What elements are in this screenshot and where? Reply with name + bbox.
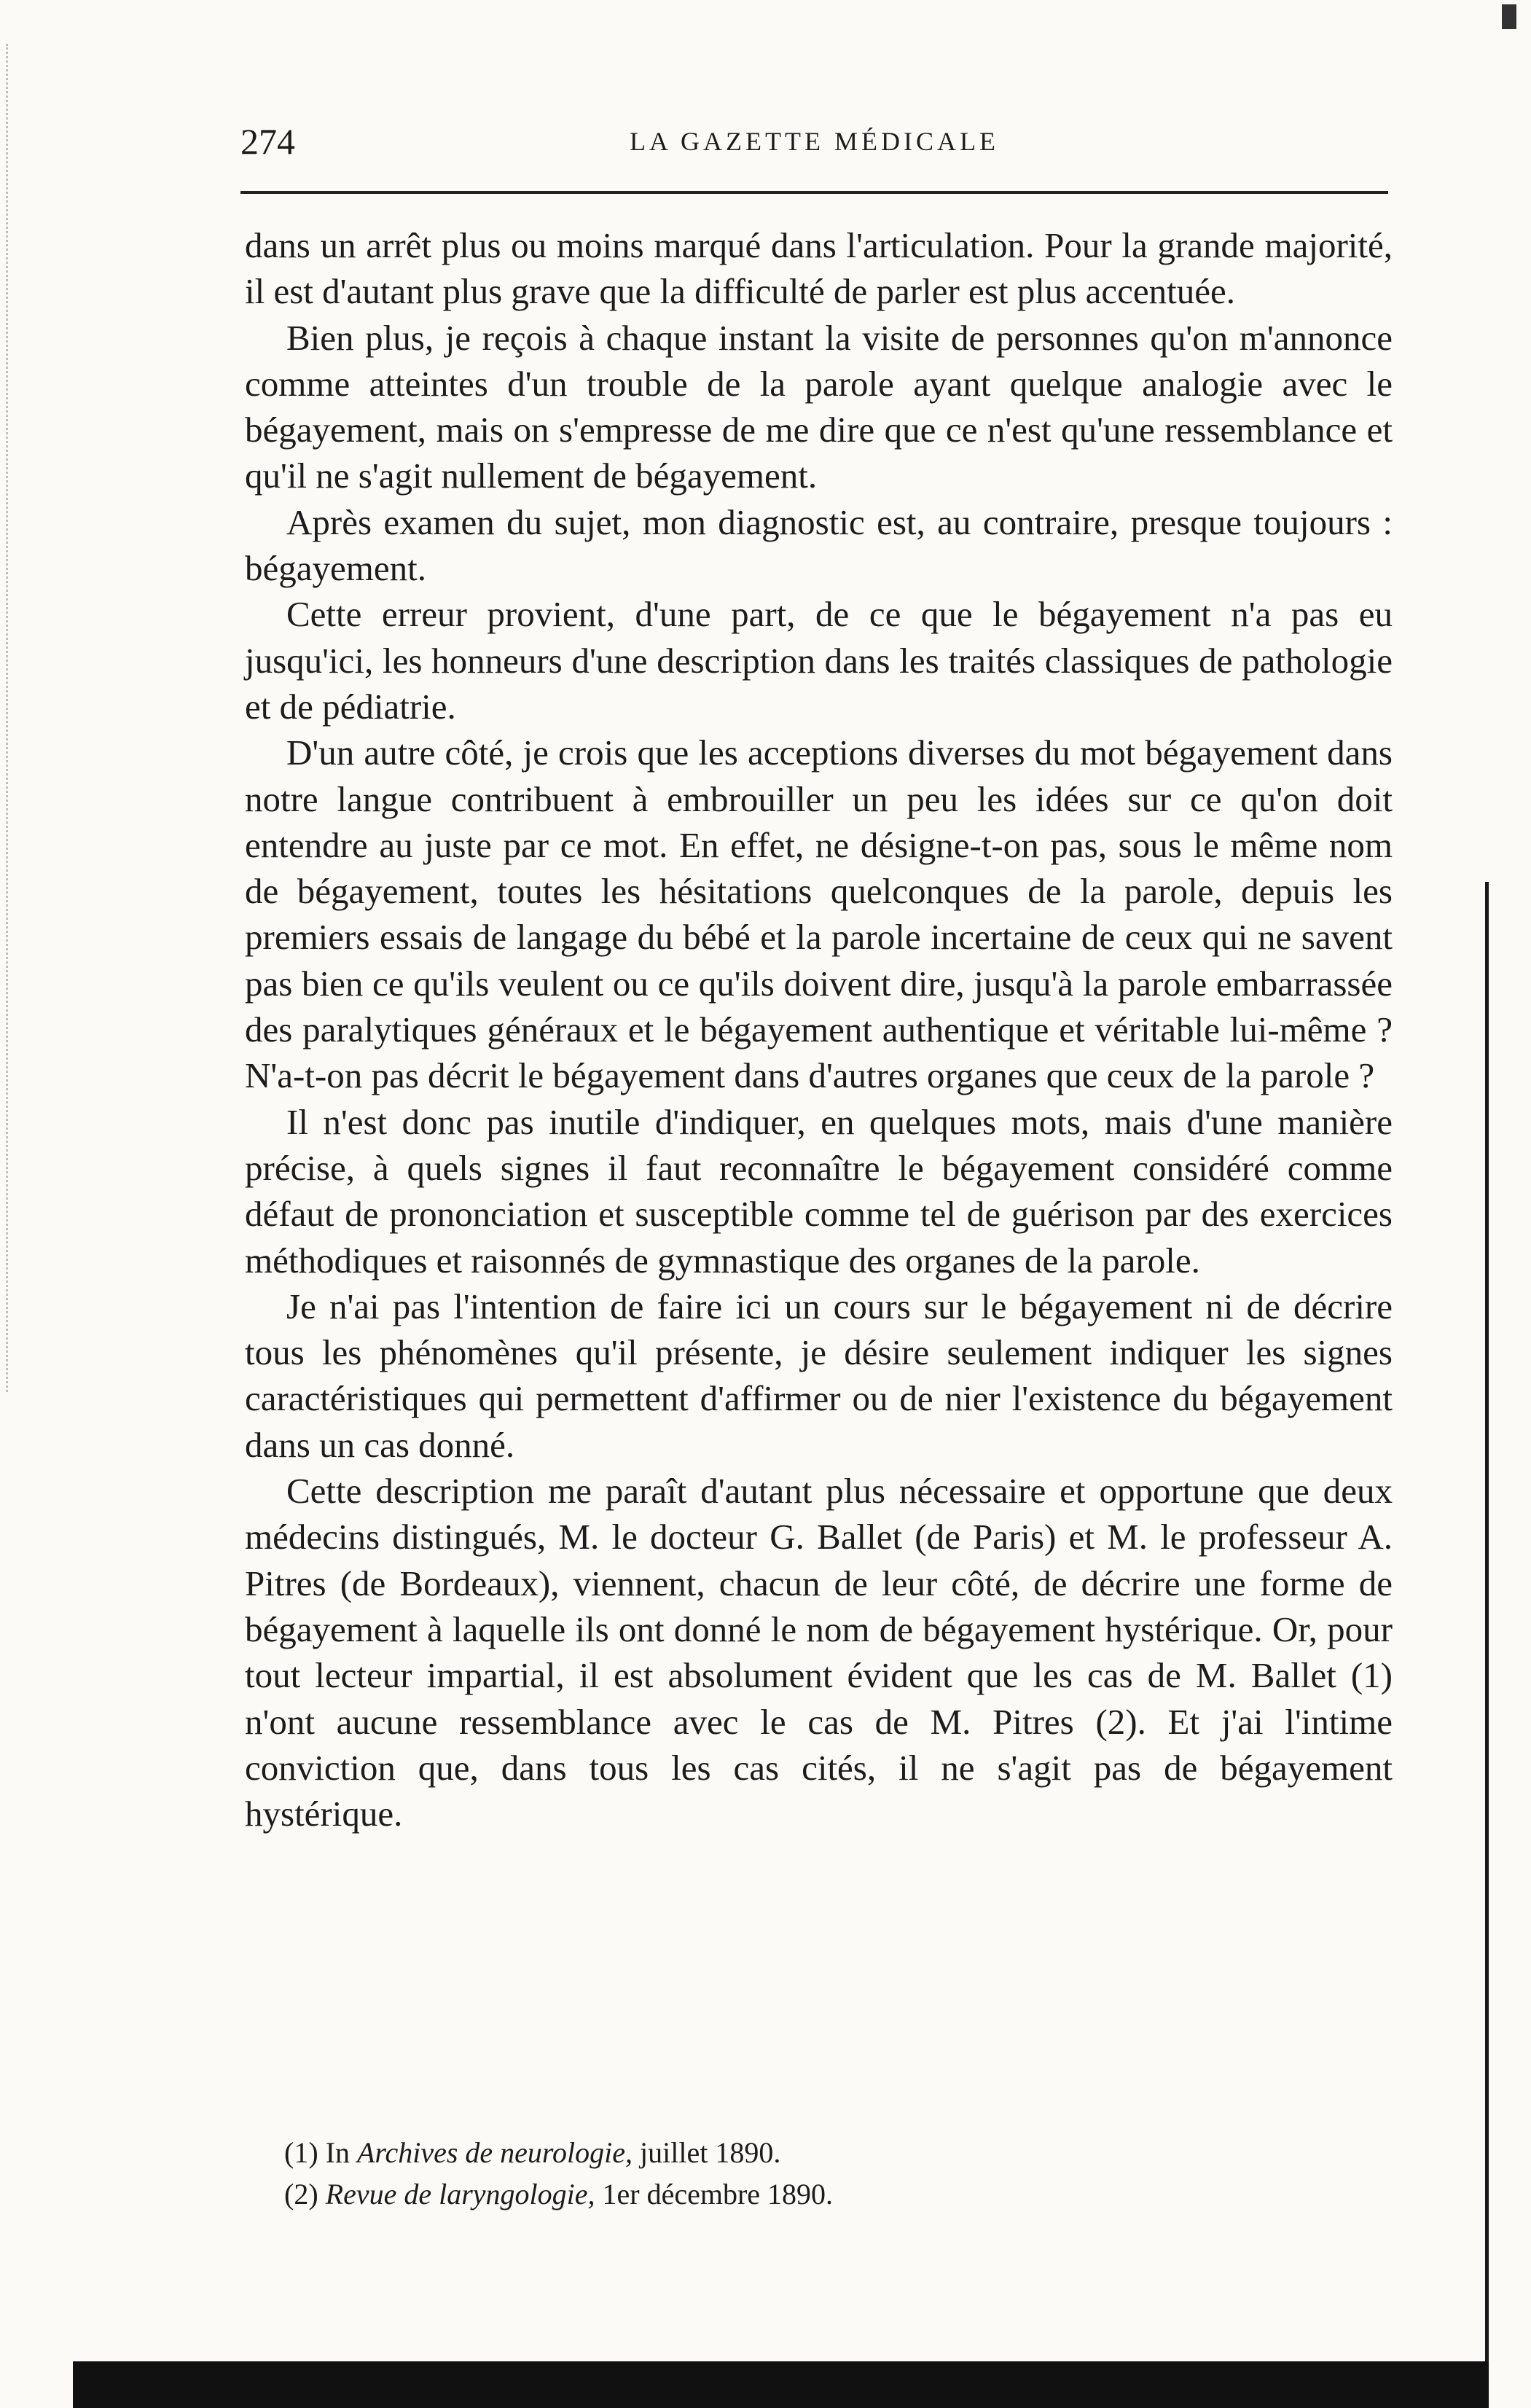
paragraph: Cette description me paraît d'autant plus nécessaire et opportune que deux médecins distingués, M. le docteur G. Ballet (de Paris) et M. le professeur A. Pitres (de Bordeaux), viennent, chacun de leur côté, de décrire une forme de bégayement à laquelle ils ont donné le nom de bégayement hystérique. Or, pour tout lecteur impartial, il est absolument évident que les cas de M. Ballet (1) n'ont aucune ressemblance avec le cas de M. Pitres (2). Et j'ai l'intime conviction que, dans tous les cas cités, il ne s'agit pas de bégayement hystérique. <box>245 1471 1393 1834</box>
body-text <box>245 222 1393 1837</box>
scan-edge-shadow <box>1485 882 1489 2398</box>
scan-corner-mark <box>1502 4 1516 29</box>
paragraph: Cette erreur provient, d'une part, de ce que le bégayement n'a pas eu jusqu'ici, les honneurs d'une description dans les traités classiques de pathologie et de pédiatrie. <box>245 594 1393 727</box>
footnote-date: juillet 1890. <box>640 2136 781 2169</box>
paragraph: Il n'est donc pas inutile d'indiquer, en quelques mots, mais d'une manière précise, à quels signes il faut reconnaître le bégayement considéré comme défaut de prononciation et susceptible comme tel de guérison par des exercices méthodiques et raisonnés de gymnastique des organes de la parole. <box>245 1101 1393 1281</box>
footnote-marker: (1) <box>284 2136 318 2169</box>
footnote <box>284 2173 833 2215</box>
scan-bottom-shadow <box>73 2361 1489 2408</box>
paragraph: D'un autre côté, je crois que les acceptions diverses du mot bégayement dans notre langue contribuent à embrouiller un peu les idées sur ce qu'on doit entendre au juste par ce mot. En effet, ne désigne-t-on pas, sous le même nom de bégayement, toutes les hésitations quelconques de la parole, depuis les premiers essais de langage du bébé et la parole incertaine de ceux qui ne savent pas bien ce qu'ils veulent ou ce qu'ils doivent dire, jusqu'à la parole embarrassée des paralytiques généraux et le bégayement authentique et véritable lui-même ? N'a-t-on pas décrit le bégayement dans d'autres organes que ceux de la parole ? <box>245 732 1393 1096</box>
running-title: LA GAZETTE MÉDICALE <box>630 127 999 156</box>
footnotes <box>284 2132 833 2215</box>
page-number: 274 <box>240 121 295 162</box>
header-rule <box>240 191 1388 194</box>
paragraph: dans un arrêt plus ou moins marqué dans l'articulation. Pour la grande majorité, il est d'autant plus grave que la difficulté de parler est plus accentuée. <box>245 225 1393 312</box>
footnote <box>284 2132 833 2173</box>
scan-margin-marks <box>6 44 30 1392</box>
paragraph: Après examen du sujet, mon diagnostic est, au contraire, presque toujours : bégayement. <box>245 501 1393 589</box>
footnote-prefix: In <box>325 2136 350 2169</box>
footnote-source: Revue de laryngologie, <box>325 2178 595 2210</box>
paragraph: Bien plus, je reçois à chaque instant la visite de personnes qu'on m'annonce comme atteintes d'un trouble de la parole ayant quelque analogie avec le bégayement, mais on s'empresse de me dire que ce n'est qu'une ressemblance et qu'il ne s'agit nullement de bégayement. <box>245 317 1393 496</box>
paragraph: Je n'ai pas l'intention de faire ici un cours sur le bégayement ni de décrire tous les phénomènes qu'il présente, je désire seulement indiquer les signes caractéristiques qui permettent d'affirmer ou de nier l'existence du bégayement dans un cas donné. <box>245 1286 1393 1465</box>
footnote-date: 1er décembre 1890. <box>602 2178 834 2210</box>
footnote-source: Archives de neurologie, <box>356 2136 633 2169</box>
footnote-marker: (2) <box>284 2178 318 2210</box>
page-header <box>240 120 1388 179</box>
